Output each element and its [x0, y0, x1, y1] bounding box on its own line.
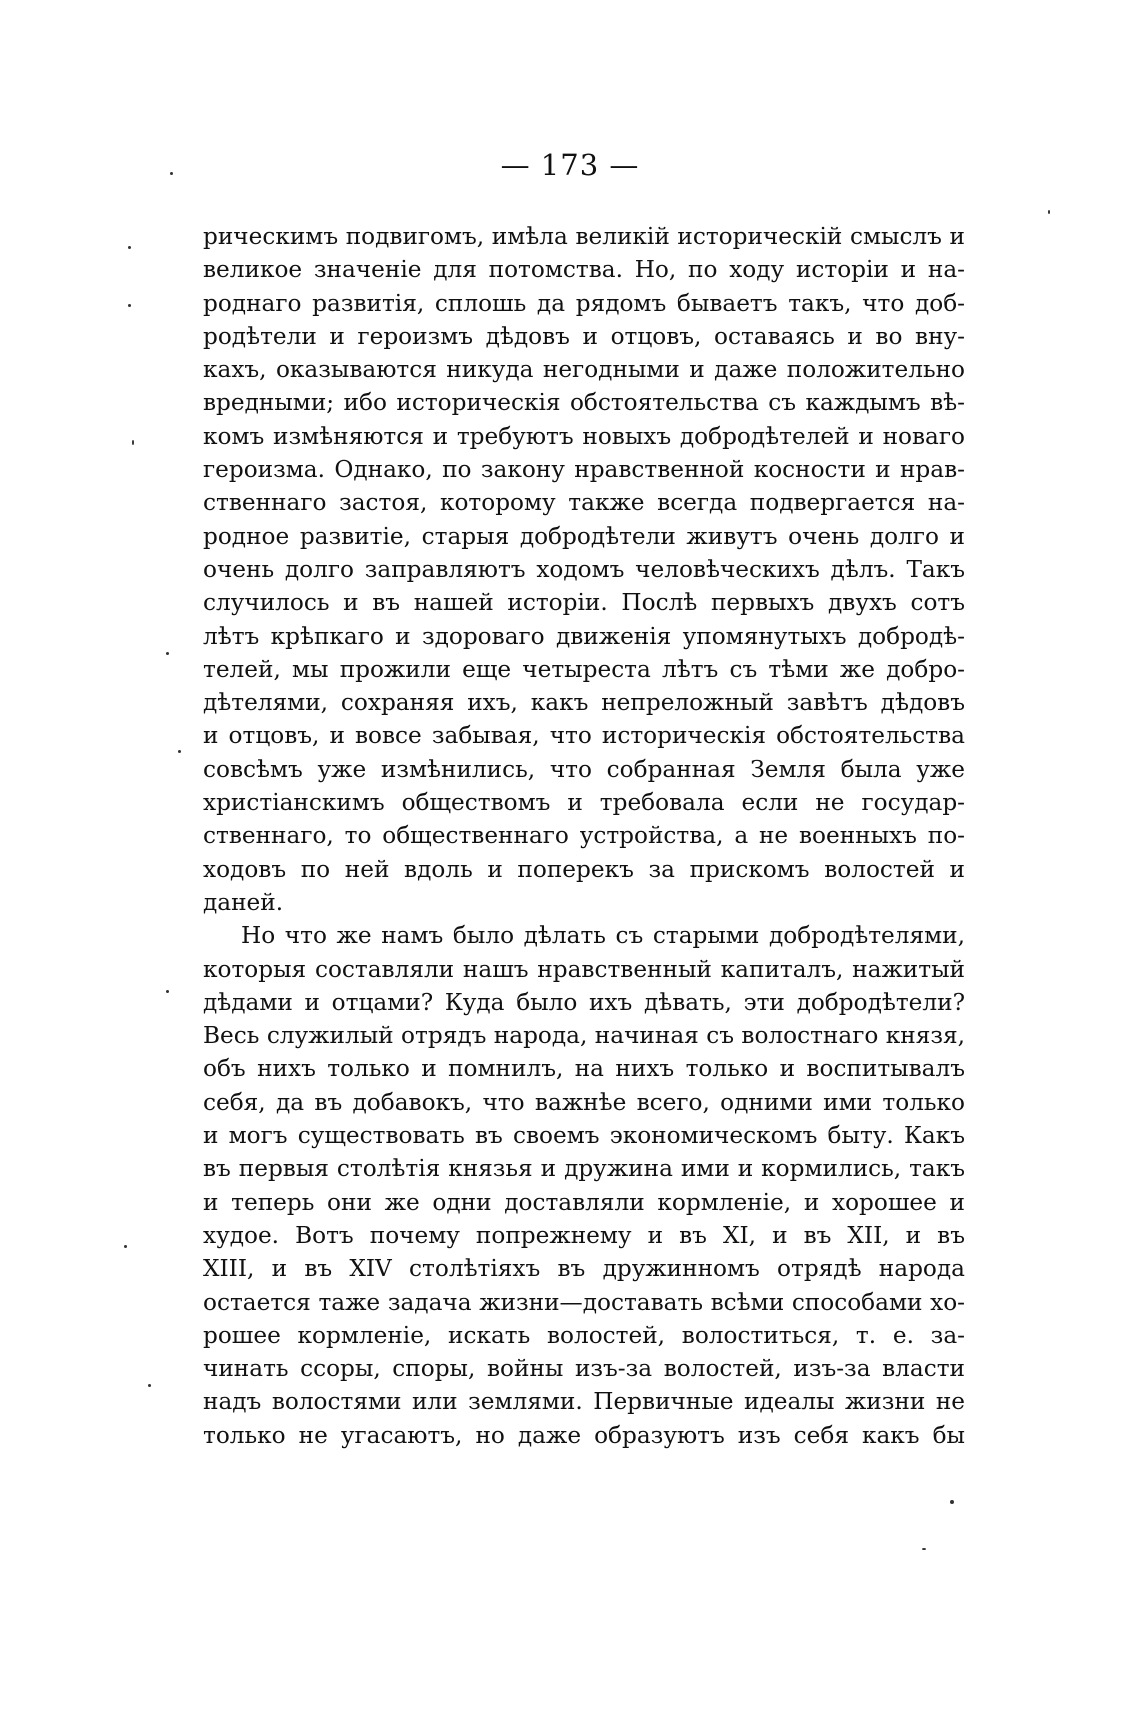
text-line: остается таже задача жизни—доставать всѣми способами хо- [203, 1288, 965, 1316]
text-line: ственнаго застоя, которому также всегда подвергается на- [203, 489, 965, 517]
text-line: худое. Вотъ почему попрежнему и въ XI, и въ XII, и въ [203, 1221, 965, 1249]
page-number: — 173 — [500, 148, 640, 182]
scan-speck [170, 172, 173, 175]
text-line: и могъ существовать въ своемъ экономическомъ быту. Какъ [203, 1122, 965, 1150]
scan-speck [128, 246, 131, 249]
text-line: христіанскимъ обществомъ и требовала если не государ- [203, 789, 965, 817]
text-line: дѣдами и отцами? Куда было ихъ дѣвать, эти добродѣтели? [203, 988, 965, 1016]
text-line: родѣтели и героизмъ дѣдовъ и отцовъ, оставаясь и во вну- [203, 322, 965, 350]
body-text [203, 220, 965, 1452]
text-line: комъ измѣняются и требуютъ новыхъ добродѣтелей и новаго [203, 422, 965, 450]
text-line: и отцовъ, и вовсе забывая, что историческія обстоятельства [203, 722, 965, 750]
scan-speck [148, 1384, 151, 1387]
text-line: очень долго заправляютъ ходомъ человѣческихъ дѣлъ. Такъ [203, 555, 965, 583]
text-line: кахъ, оказываются никуда негодными и даже положительно [203, 356, 965, 384]
text-line: и теперь они же одни доставляли кормленіе, и хорошее и [203, 1188, 965, 1216]
text-line: ственнаго, то общественнаго устройства, а не военныхъ по- [203, 822, 965, 850]
text-line: только не угасаютъ, но даже образуютъ изъ себя какъ бы [203, 1421, 965, 1449]
text-line: ходовъ по ней вдоль и поперекъ за прискомъ волостей и [203, 855, 965, 883]
text-line: роднаго развитія, сплошь да рядомъ бываетъ такъ, что доб- [203, 289, 965, 317]
text-line: вредными; ибо историческія обстоятельства съ каждымъ вѣ- [203, 389, 965, 417]
paragraph-end-line: даней. [203, 888, 284, 916]
text-line: рическимъ подвигомъ, имѣла великій историческій смыслъ и [203, 223, 965, 250]
scan-speck [124, 1245, 127, 1248]
text-line: великое значеніе для потомства. Но, по ходу исторіи и на- [203, 256, 965, 284]
scan-speck [166, 652, 169, 655]
scan-speck [950, 1500, 954, 1504]
text-line: надъ волостями или землями. Первичные идеалы жизни не [203, 1388, 965, 1416]
paragraph-start-line: Но что же намъ было дѣлать съ старыми добродѣтелями, [241, 922, 965, 950]
scan-speck [178, 750, 181, 753]
scan-speck [166, 990, 169, 993]
scan-speck [922, 1548, 926, 1550]
text-line: родное развитіе, старыя добродѣтели живутъ очень долго и [203, 522, 965, 550]
text-line: въ первыя столѣтія князья и дружина ими и кормились, такъ [203, 1155, 965, 1183]
text-line: рошее кормленіе, искать волостей, волоститься, т. е. за- [203, 1321, 965, 1349]
text-line: объ нихъ только и помнилъ, на нихъ только и воспитывалъ [203, 1055, 965, 1083]
scan-speck [1048, 210, 1050, 214]
text-line: себя, да въ добавокъ, что важнѣе всего, одними ими только [203, 1088, 965, 1116]
scan-speck [128, 304, 131, 307]
text-line: лѣтъ крѣпкаго и здороваго движенія упомянутыхъ добродѣ- [203, 622, 965, 650]
text-line: чинать ссоры, споры, войны изъ-за волостей, изъ-за власти [203, 1355, 965, 1383]
text-line: XIII, и въ XIV столѣтіяхъ въ дружинномъ отрядѣ народа [203, 1255, 965, 1283]
scan-speck [132, 440, 134, 445]
text-line: героизма. Однако, по закону нравственной косности и нрав- [203, 456, 965, 484]
text-line: дѣтелями, сохраняя ихъ, какъ непреложный завѣтъ дѣдовъ [203, 689, 965, 717]
text-line: совсѣмъ уже измѣнились, что собранная Земля была уже [203, 755, 965, 783]
text-line: Весь служилый отрядъ народа, начиная съ волостнаго князя, [203, 1022, 965, 1050]
text-line: телей, мы прожили еще четыреста лѣтъ съ тѣми же добро- [203, 655, 965, 683]
text-line: случилось и въ нашей исторіи. Послѣ первыхъ двухъ сотъ [203, 589, 965, 617]
text-line: которыя составляли нашъ нравственный капиталъ, нажитый [203, 955, 965, 983]
